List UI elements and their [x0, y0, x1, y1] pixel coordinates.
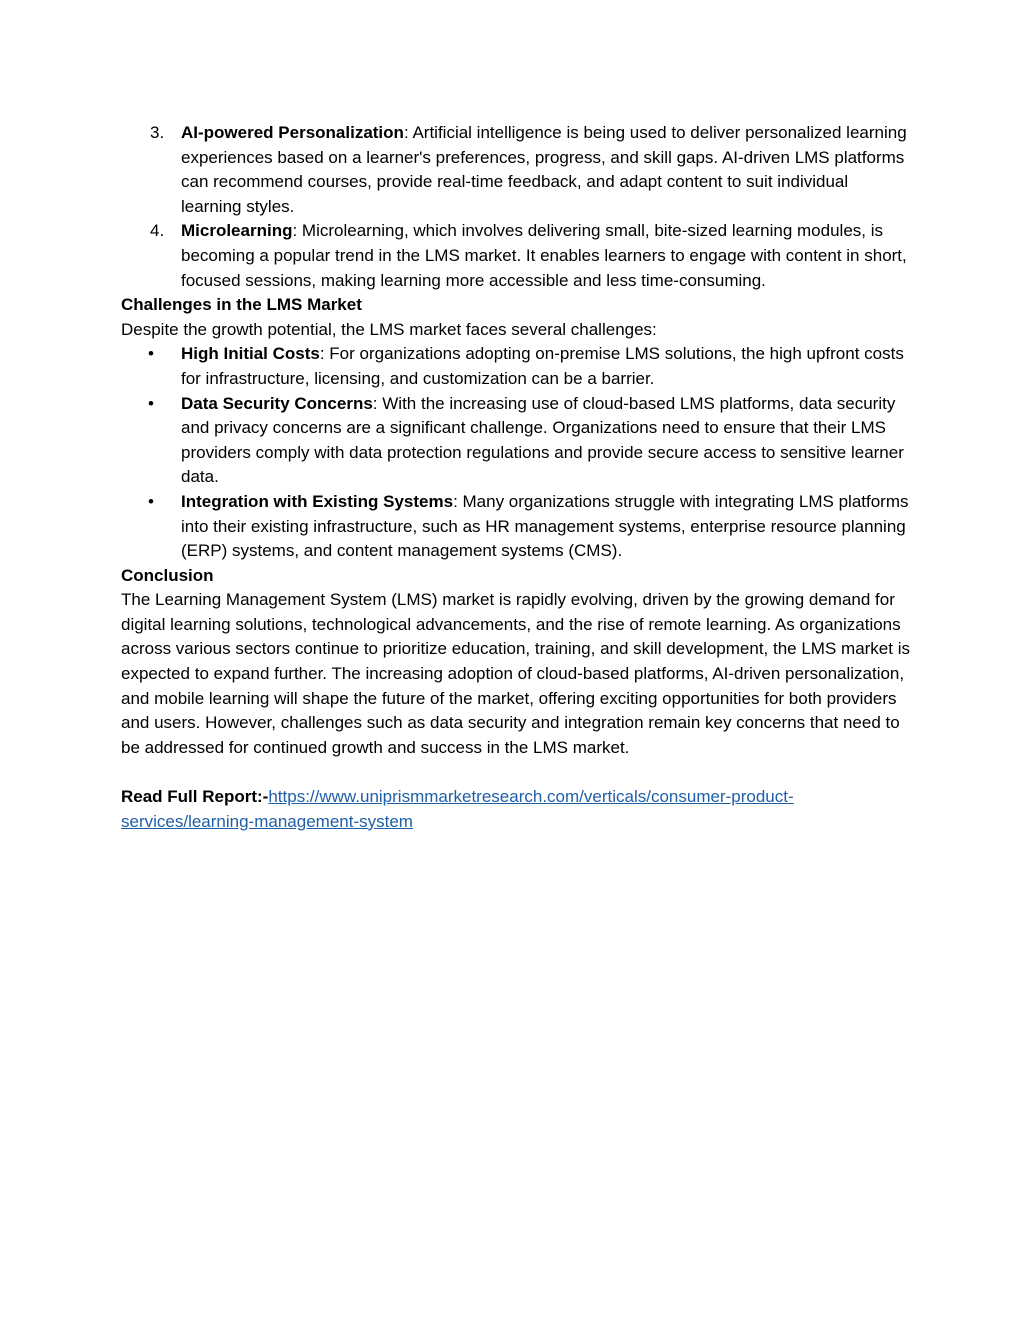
list-item-text: : For organizations adopting on-premise LMS solutions, the high upfront costs for infrastructure, licensing, and customization can be a barrier.	[181, 344, 904, 388]
bullet-icon: •	[148, 393, 154, 413]
list-item	[121, 342, 911, 391]
challenges-list	[121, 342, 911, 563]
read-full-report	[121, 785, 911, 834]
list-item-term: Integration with Existing Systems	[181, 491, 454, 511]
conclusion-paragraph: The Learning Management System (LMS) market is rapidly evolving, driven by the growing demand for digital learning solutions, technological advancements, and the rise of remote learning. As organizations across various sectors continue to prioritize education, training, and skill development, the LMS market is expected to expand further. The increasing adoption of cloud-based platforms, AI-driven personalization, and mobile learning will shape the future of the market, offering exciting opportunities for both providers and users. However, challenges such as data security and integration remain key concerns that need to be addressed for continued growth and success in the LMS market.	[121, 590, 910, 757]
list-item	[121, 392, 911, 490]
list-number: 3.	[150, 123, 165, 142]
list-item-term: Microlearning	[181, 221, 293, 241]
challenges-intro: Despite the growth potential, the LMS market faces several challenges:	[121, 319, 657, 339]
list-number: 4.	[150, 221, 165, 241]
list-item	[121, 490, 911, 564]
list-item	[121, 121, 911, 219]
list-item-term: Data Security Concerns	[181, 393, 373, 413]
trends-list	[121, 121, 911, 293]
challenges-heading: Challenges in the LMS Market	[121, 295, 362, 315]
list-item-text: : Many organizations struggle with integrating LMS platforms into their existing infrastructure, such as HR management systems, enterprise resource planning (ERP) systems, and content management systems (CMS).	[181, 491, 909, 561]
list-item-term: AI-powered Personalization	[181, 123, 404, 142]
bullet-icon: •	[148, 344, 154, 364]
read-full-report-label: Read Full Report:-	[121, 787, 269, 807]
list-item-text: : Artificial intelligence is being used to deliver personalized learning experiences based on a learner's preferences, progress, and skill gaps. AI-driven LMS platforms can recommend courses, provide real-time feedback, and adapt content to suit individual learning styles.	[181, 123, 907, 216]
list-item-text: : Microlearning, which involves delivering small, bite-sized learning modules, is becoming a popular trend in the LMS market. It enables learners to engage with content in short, focused sessions, making learning more accessible and less time-consuming.	[181, 221, 907, 290]
document-page	[121, 121, 911, 834]
blank-line	[121, 760, 911, 785]
bullet-icon: •	[148, 491, 154, 511]
list-item-text: : With the increasing use of cloud-based LMS platforms, data security and privacy concerns are a significant challenge. Organizations need to ensure that their LMS providers comply with data protection regulations and provide secure access to sensitive learner data.	[181, 393, 904, 487]
conclusion-heading: Conclusion	[121, 565, 214, 585]
report-link[interactable]: https://www.uniprismmarketresearch.com/verticals/consumer-product-services/learning-management-system	[121, 787, 794, 831]
list-item-term: High Initial Costs	[181, 344, 320, 364]
list-item	[121, 219, 911, 293]
